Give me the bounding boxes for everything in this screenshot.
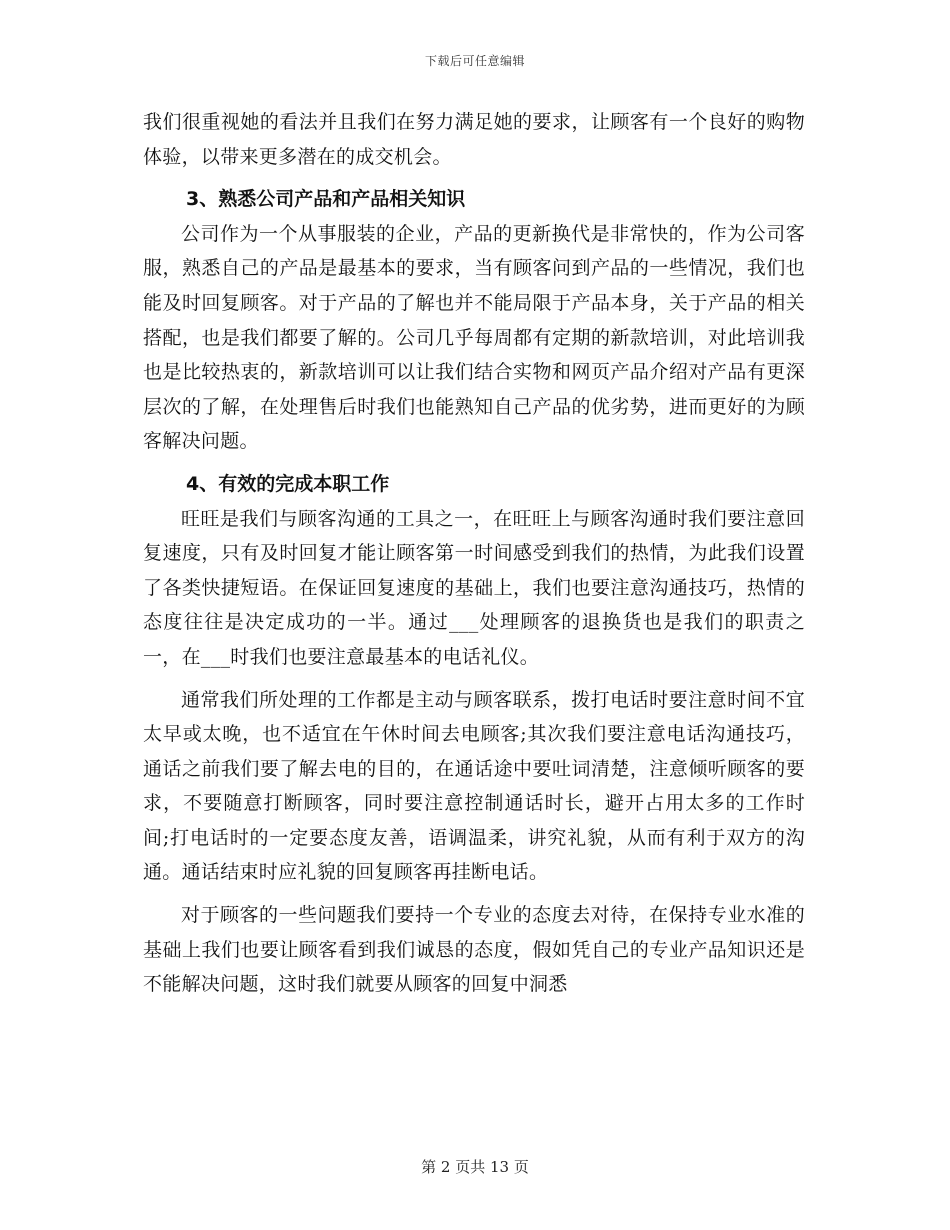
section-heading-3: 3、熟悉公司产品和产品相关知识 [186, 188, 466, 211]
page-header-note: 下载后可任意编辑 [424, 54, 525, 68]
section-heading-4: 4、有效的完成本职工作 [186, 472, 390, 495]
paragraph-professional-attitude: 对于顾客的一些问题我们要持一个专业的态度去对待，在保持专业水准的基础上我们也要让顾客看到我们诚恳的态度，假如凭自己的专业产品知识还是不能解决问题，这时我们就要从顾客的回复中洞悉 [143, 904, 805, 996]
paragraph-phone-etiquette: 通常我们所处理的工作都是主动与顾客联系，拨打电话时要注意时间不宜太早或太晚，也不适宜在午休时间去电顾客;其次我们要注意电话沟通技巧，通话之前我们要了解去电的目的，在通话途中要吐词清楚，注意倾听顾客的要求，不要随意打断顾客，同时要注意控制通话时长，避开占用太多的工作时间;打电话时的一定要态度友善，语调温柔，讲究礼貌，从而有利于双方的沟通。通话结束时应礼貌的回复顾客再挂断电话。 [143, 688, 805, 884]
page-number-footer: 第 2 页共 13 页 [421, 1158, 529, 1176]
paragraph-wangwang-communication: 旺旺是我们与顾客沟通的工具之一，在旺旺上与顾客沟通时我们要注意回复速度，只有及时回复才能让顾客第一时间感受到我们的热情，为此我们设置了各类快捷短语。在保证回复速度的基础上，我们也要注意沟通技巧，热情的态度往往是决定成功的一半。通过___处理顾客的退换货也是我们的职责之一，在___时我们也要注意最基本的电话礼仪。 [143, 507, 805, 668]
document-body [143, 105, 805, 1002]
paragraph-product-knowledge: 公司作为一个从事服装的企业，产品的更新换代是非常快的，作为公司客服，熟悉自己的产品是最基本的要求，当有顾客问到产品的一些情况，我们也能及时回复顾客。对于产品的了解也并不能局限于产品本身，关于产品的相关搭配，也是我们都要了解的。公司几乎每周都有定期的新款培训，对此培训我也是比较热衷的，新款培训可以让我们结合实物和网页产品介绍对产品有更深层次的了解，在处理售后时我们也能熟知自己产品的优劣势，进而更好的为顾客解决问题。 [143, 222, 805, 453]
paragraph-continued: 我们很重视她的看法并且我们在努力满足她的要求，让顾客有一个良好的购物体验，以带来更多潜在的成交机会。 [143, 111, 805, 168]
